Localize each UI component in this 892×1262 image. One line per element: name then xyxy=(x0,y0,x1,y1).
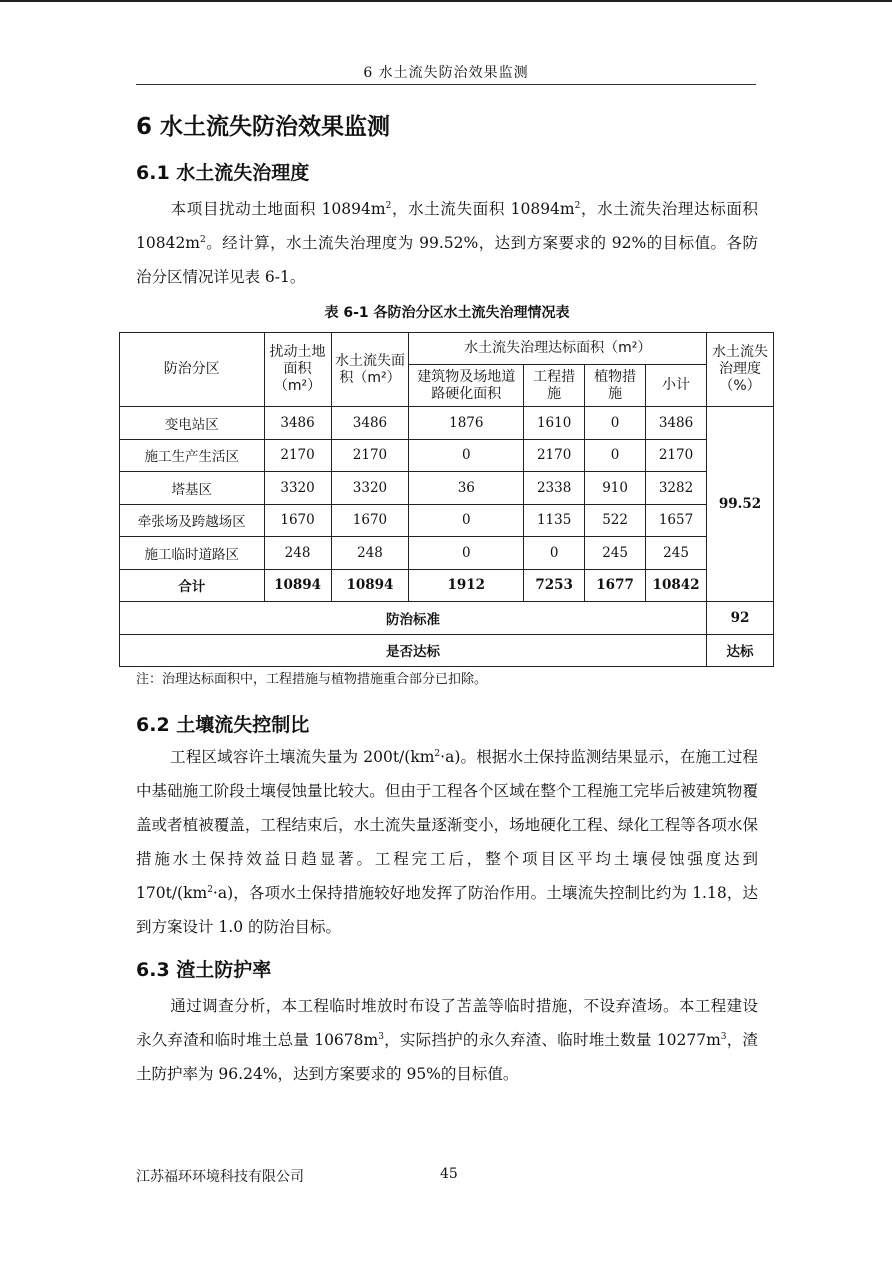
cell-building: 0 xyxy=(409,504,524,537)
header-building-area: 建筑物及场地道路硬化面积 xyxy=(409,365,524,407)
table-note: 注：治理达标面积中，工程措施与植物措施重合部分已扣除。 xyxy=(136,672,488,687)
cell-disturbed: 248 xyxy=(264,537,331,570)
cell-disturbed: 2170 xyxy=(264,439,331,472)
cell-plant: 0 xyxy=(585,439,646,472)
cell-engineering: 0 xyxy=(524,537,585,570)
cell-subtotal: 10842 xyxy=(646,569,707,602)
table-row xyxy=(120,504,774,537)
cell-disturbed: 10894 xyxy=(264,569,331,602)
header-treated-area: 水土流失治理达标面积（m²） xyxy=(409,333,707,365)
cell-loss: 3486 xyxy=(331,407,409,440)
cell-engineering: 2338 xyxy=(524,472,585,505)
header-rule xyxy=(136,84,756,85)
cell-zone: 牵张场及跨越场区 xyxy=(120,504,265,537)
cell-engineering: 2170 xyxy=(524,439,585,472)
section-6-1-title: 6.1 水土流失治理度 xyxy=(136,162,310,184)
table-row xyxy=(120,407,774,440)
meet-value: 达标 xyxy=(707,634,774,667)
cell-subtotal: 1657 xyxy=(646,504,707,537)
cell-zone: 合计 xyxy=(120,569,265,602)
cell-subtotal: 3486 xyxy=(646,407,707,440)
table-caption: 表 6-1 各防治分区水土流失治理情况表 xyxy=(324,305,570,321)
header-loss-area: 水土流失面积（m²） xyxy=(331,333,409,407)
cell-plant: 910 xyxy=(585,472,646,505)
header-engineering: 工程措施 xyxy=(524,365,585,407)
table-total-row xyxy=(120,569,774,602)
cell-plant: 522 xyxy=(585,504,646,537)
cell-building: 1876 xyxy=(409,407,524,440)
footer-company: 江苏福环环境科技有限公司 xyxy=(136,1169,304,1185)
page-top-border xyxy=(0,0,892,2)
cell-disturbed: 1670 xyxy=(264,504,331,537)
cell-loss: 3320 xyxy=(331,472,409,505)
chapter-title: 6 水土流失防治效果监测 xyxy=(136,114,391,140)
cell-engineering: 7253 xyxy=(524,569,585,602)
cell-subtotal: 245 xyxy=(646,537,707,570)
treatment-table xyxy=(119,332,774,667)
cell-building: 36 xyxy=(409,472,524,505)
cell-loss: 2170 xyxy=(331,439,409,472)
cell-loss: 248 xyxy=(331,537,409,570)
cell-treatment-degree: 99.52 xyxy=(707,407,774,602)
cell-engineering: 1135 xyxy=(524,504,585,537)
table-row xyxy=(120,472,774,505)
cell-zone: 施工生产生活区 xyxy=(120,439,265,472)
table-row xyxy=(120,439,774,472)
table-row xyxy=(120,537,774,570)
section-6-2-paragraph: 工程区域容许土壤流失量为 $200t/(km^2\cdot a)$。根据水土保持监测结果显示，在施工过程中基础施工阶段土壤侵蚀量比较大。但由于工程各个区域在整个工程施工完毕后被建筑物覆盖或者植被覆盖，工程结束后，水土流失量逐渐变小，场地硬化工程、绿化工程等各项水保措施水土保持效益日趋显著。工程完工后，整个项目区平均土壤侵蚀强度达到 $170t/(km^2\cdot a)$，各项水土保持措施较好地发挥了防治作用。土壤流失控制比约为 1.18，达到方案设计 1.0 的防治目标。 xyxy=(136,748,759,936)
cell-subtotal: 2170 xyxy=(646,439,707,472)
page-number: 45 xyxy=(440,1166,458,1182)
header-plant: 植物措施 xyxy=(585,365,646,407)
cell-building: 0 xyxy=(409,439,524,472)
table-meet-row xyxy=(120,634,774,667)
standard-value: 92 xyxy=(707,602,774,635)
section-6-1-paragraph: 本项目扰动土地面积 $10894m^2$，水土流失面积 $10894m^2$，水土流失治理达标面积 $10842m^2$。经计算，水土流失治理度为 99.52%，达到方案要求的 92%的目标值。各防治分区情况详见表 6-1。 xyxy=(136,200,758,286)
section-6-3-paragraph: 通过调查分析，本工程临时堆放时布设了苫盖等临时措施，不设弃渣场。本工程建设永久弃渣和临时堆土总量 $10678m^3$，实际挡护的永久弃渣、临时堆土数量 $10277m^3$，渣土防护率为 96.24%，达到方案要求的 95%的目标值。 xyxy=(136,997,758,1083)
section-6-2-title: 6.2 土壤流失控制比 xyxy=(136,714,310,736)
cell-zone: 塔基区 xyxy=(120,472,265,505)
cell-building: 1912 xyxy=(409,569,524,602)
header-subtotal: 小计 xyxy=(646,365,707,407)
cell-plant: 0 xyxy=(585,407,646,440)
cell-zone: 变电站区 xyxy=(120,407,265,440)
cell-engineering: 1610 xyxy=(524,407,585,440)
cell-disturbed: 3486 xyxy=(264,407,331,440)
section-6-3-title: 6.3 渣土防护率 xyxy=(136,959,272,981)
cell-building: 0 xyxy=(409,537,524,570)
cell-plant: 245 xyxy=(585,537,646,570)
header-disturbed-area: 扰动土地面积（m²） xyxy=(264,333,331,407)
standard-label: 防治标准 xyxy=(120,602,707,635)
cell-loss: 1670 xyxy=(331,504,409,537)
cell-zone: 施工临时道路区 xyxy=(120,537,265,570)
table-standard-row xyxy=(120,602,774,635)
cell-loss: 10894 xyxy=(331,569,409,602)
cell-disturbed: 3320 xyxy=(264,472,331,505)
header-zone: 防治分区 xyxy=(120,333,265,407)
header-treatment-degree: 水土流失治理度（%） xyxy=(707,333,774,407)
cell-subtotal: 3282 xyxy=(646,472,707,505)
running-header: 6 水土流失防治效果监测 xyxy=(363,65,529,81)
cell-plant: 1677 xyxy=(585,569,646,602)
meet-label: 是否达标 xyxy=(120,634,707,667)
